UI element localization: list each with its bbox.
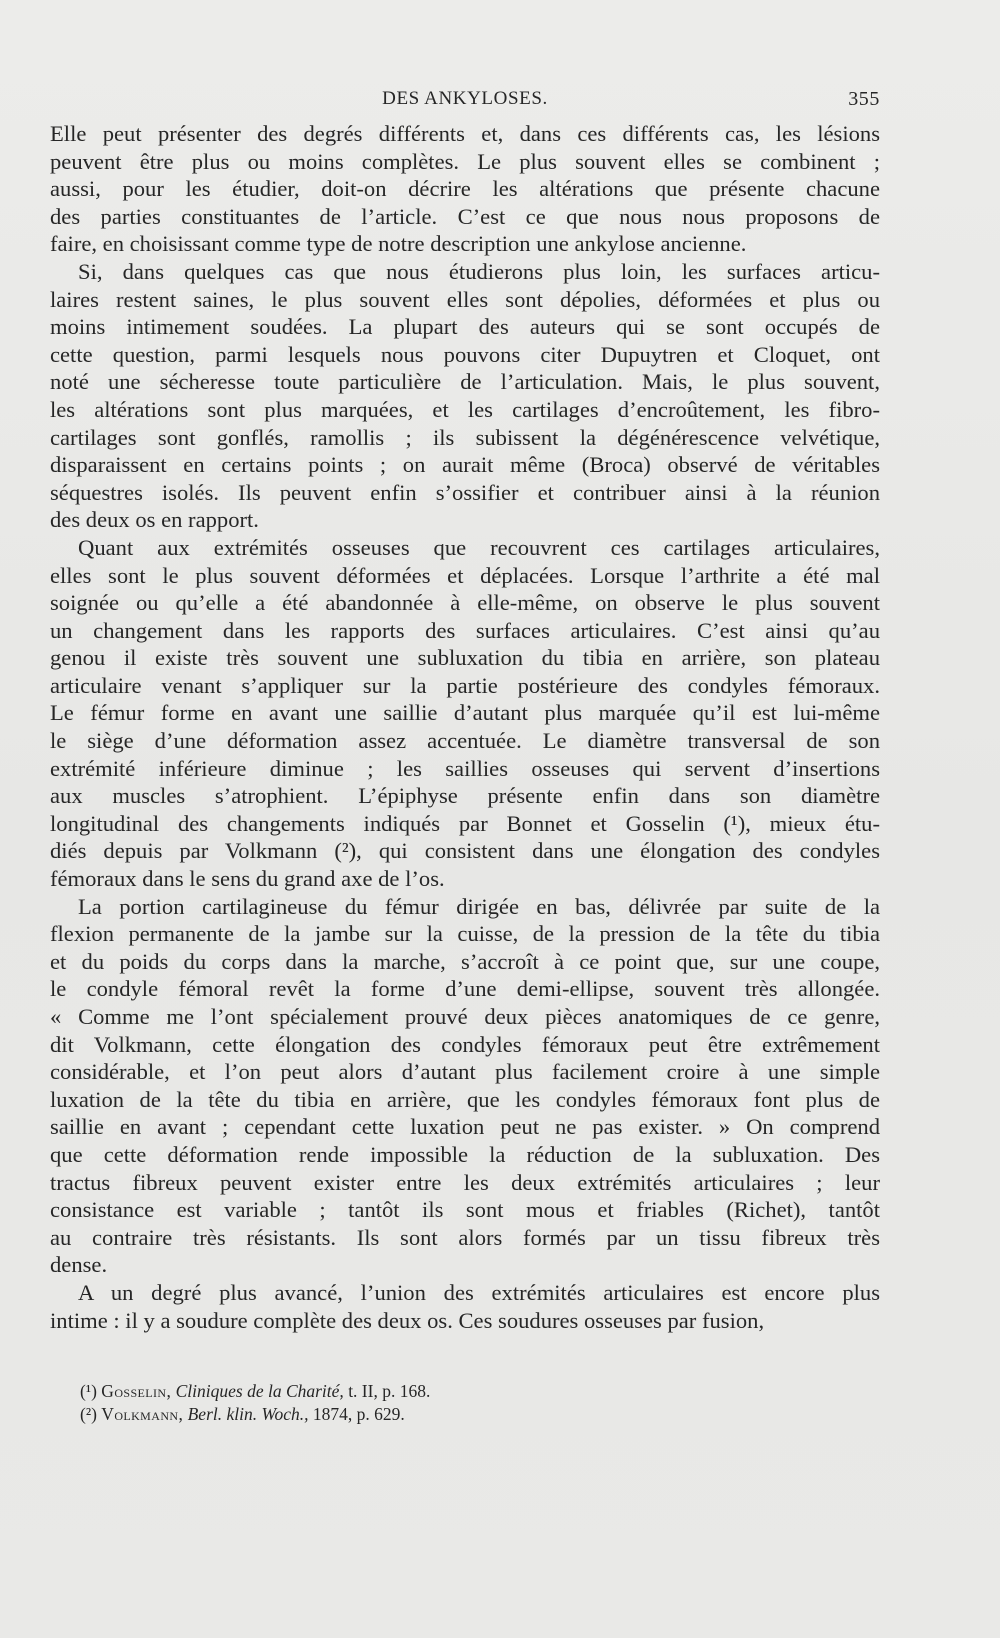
text-line: dense. (50, 1252, 108, 1278)
text-line: les altérations sont plus marquées, et les cartilages d’encroûtement, les fibro- (50, 396, 880, 422)
footnote-author: Volkmann, (101, 1404, 184, 1424)
text-line: Quant aux extrémités osseuses que recouvrent ces cartilages articulaires, (78, 534, 880, 560)
text-line: soignée ou qu’elle a été abandonnée à elle-même, on observe le plus souvent (50, 590, 880, 616)
text-line: elles sont le plus souvent déformées et déplacées. Lorsque l’arthrite a été mal (50, 562, 880, 588)
text-line: genou il existe très souvent une subluxation du tibia en arrière, son plateau (50, 645, 880, 671)
text-line: Elle peut présenter des degrés différents et, dans ces différents cas, les lésions (50, 121, 880, 146)
text-line: longitudinal des changements indiqués par Bonnet et Gosselin (¹), mieux étu- (50, 810, 880, 836)
body-text (50, 120, 880, 1334)
text-line: le condyle fémoral revêt la forme d’une demi-ellipse, souvent très allongée. (50, 976, 880, 1002)
text-line: saillie en avant ; cependant cette luxation peut ne pas exister. » On comprend (50, 1114, 880, 1140)
running-title: DES ANKYLOSES. (382, 88, 548, 109)
paragraph (50, 258, 880, 534)
text-line: faire, en choisissant comme type de notre description une ankylose ancienne. (50, 231, 747, 257)
text-line: diés depuis par Volkmann (²), qui consistent dans une élongation des condyles (50, 838, 880, 864)
text-line: La portion cartilagineuse du fémur dirigée en bas, délivrée par suite de la (78, 893, 880, 919)
text-line: moins intimement soudées. La plupart des auteurs qui se sont occupés de (50, 314, 880, 340)
text-line: extrémité inférieure diminue ; les saillies osseuses qui servent d’insertions (50, 755, 880, 781)
text-line: considérable, et l’on peut alors d’autant plus facilement croire à une simple (50, 1059, 880, 1085)
footnote-mark: (¹) (80, 1381, 97, 1401)
text-line: et du poids du corps dans la marche, s’accroît à ce point que, sur une coupe, (50, 948, 880, 974)
text-line: Si, dans quelques cas que nous étudierons plus loin, les surfaces articu- (78, 258, 880, 284)
text-line: au contraire très résistants. Ils sont alors formés par un tissu fibreux très (50, 1224, 880, 1250)
text-line: le siège d’une déformation assez accentuée. Le diamètre transversal de son (50, 728, 880, 754)
text-line: luxation de la tête du tibia en arrière, que les condyles fémoraux font plus de (50, 1086, 880, 1112)
text-line: peuvent être plus ou moins complètes. Le plus souvent elles se combinent ; (50, 148, 880, 174)
page-number: 355 (848, 88, 880, 110)
footnote (80, 1403, 880, 1426)
footnote-title: Berl. klin. Woch., (187, 1404, 309, 1424)
text-line: aussi, pour les étudier, doit-on décrire les altérations que présente chacune (50, 176, 880, 202)
text-line: séquestres isolés. Ils peuvent enfin s’ossifier et contribuer ainsi à la réunion (50, 479, 880, 505)
footnote-reference: 1874, p. 629. (312, 1404, 405, 1424)
text-line: Le fémur forme en avant une saillie d’autant plus marquée qu’il est lui-même (50, 700, 880, 726)
paragraph (50, 120, 880, 258)
text-line: A un degré plus avancé, l’union des extrémités articulaires est encore plus (78, 1279, 880, 1305)
text-line: aux muscles s’atrophient. L’épiphyse présente enfin dans son diamètre (50, 783, 880, 809)
text-line: que cette déformation rende impossible la réduction de la subluxation. Des (50, 1141, 880, 1167)
text-line: cette question, parmi lesquels nous pouvons citer Dupuytren et Cloquet, ont (50, 341, 880, 367)
running-head (50, 88, 880, 116)
text-line: flexion permanente de la jambe sur la cuisse, de la pression de la tête du tibia (50, 921, 880, 947)
footnote-author: Gosselin, (101, 1381, 172, 1401)
paragraph (50, 1279, 880, 1334)
text-line: cartilages sont gonflés, ramollis ; ils subissent la dégénérescence velvétique, (50, 424, 880, 450)
footnote-reference: t. II, p. 168. (348, 1381, 431, 1401)
text-line: dit Volkmann, cette élongation des condyles fémoraux peut être extrêmement (50, 1031, 880, 1057)
text-line: des parties constituantes de l’article. C’est ce que nous nous proposons de (50, 203, 880, 229)
text-line: fémoraux dans le sens du grand axe de l’os. (50, 866, 445, 892)
text-line: articulaire venant s’appliquer sur la partie postérieure des condyles fémoraux. (50, 672, 880, 698)
text-line: disparaissent en certains points ; on aurait même (Broca) observé de véritables (50, 452, 880, 478)
text-line: un changement dans les rapports des surfaces articulaires. C’est ainsi qu’au (50, 617, 880, 643)
paragraph (50, 893, 880, 1279)
footnotes (80, 1380, 880, 1426)
text-line: des deux os en rapport. (50, 507, 259, 533)
text-line: tractus fibreux peuvent exister entre les deux extrémités articulaires ; leur (50, 1169, 880, 1195)
text-line: « Comme me l’ont spécialement prouvé deux pièces anatomiques de ce genre, (50, 1004, 880, 1029)
footnote-mark: (²) (80, 1404, 97, 1424)
footnote-title: Cliniques de la Charité, (175, 1381, 344, 1401)
footnote (80, 1380, 880, 1403)
text-line: laires restent saines, le plus souvent elles sont dépolies, déformées et plus ou (50, 286, 880, 312)
text-line: consistance est variable ; tantôt ils sont mous et friables (Richet), tantôt (50, 1197, 880, 1223)
text-line: noté une sécheresse toute particulière de l’articulation. Mais, le plus souvent, (50, 369, 880, 395)
paragraph (50, 534, 880, 893)
text-line: intime : il y a soudure complète des deux os. Ces soudures osseuses par fusion, (50, 1307, 765, 1333)
